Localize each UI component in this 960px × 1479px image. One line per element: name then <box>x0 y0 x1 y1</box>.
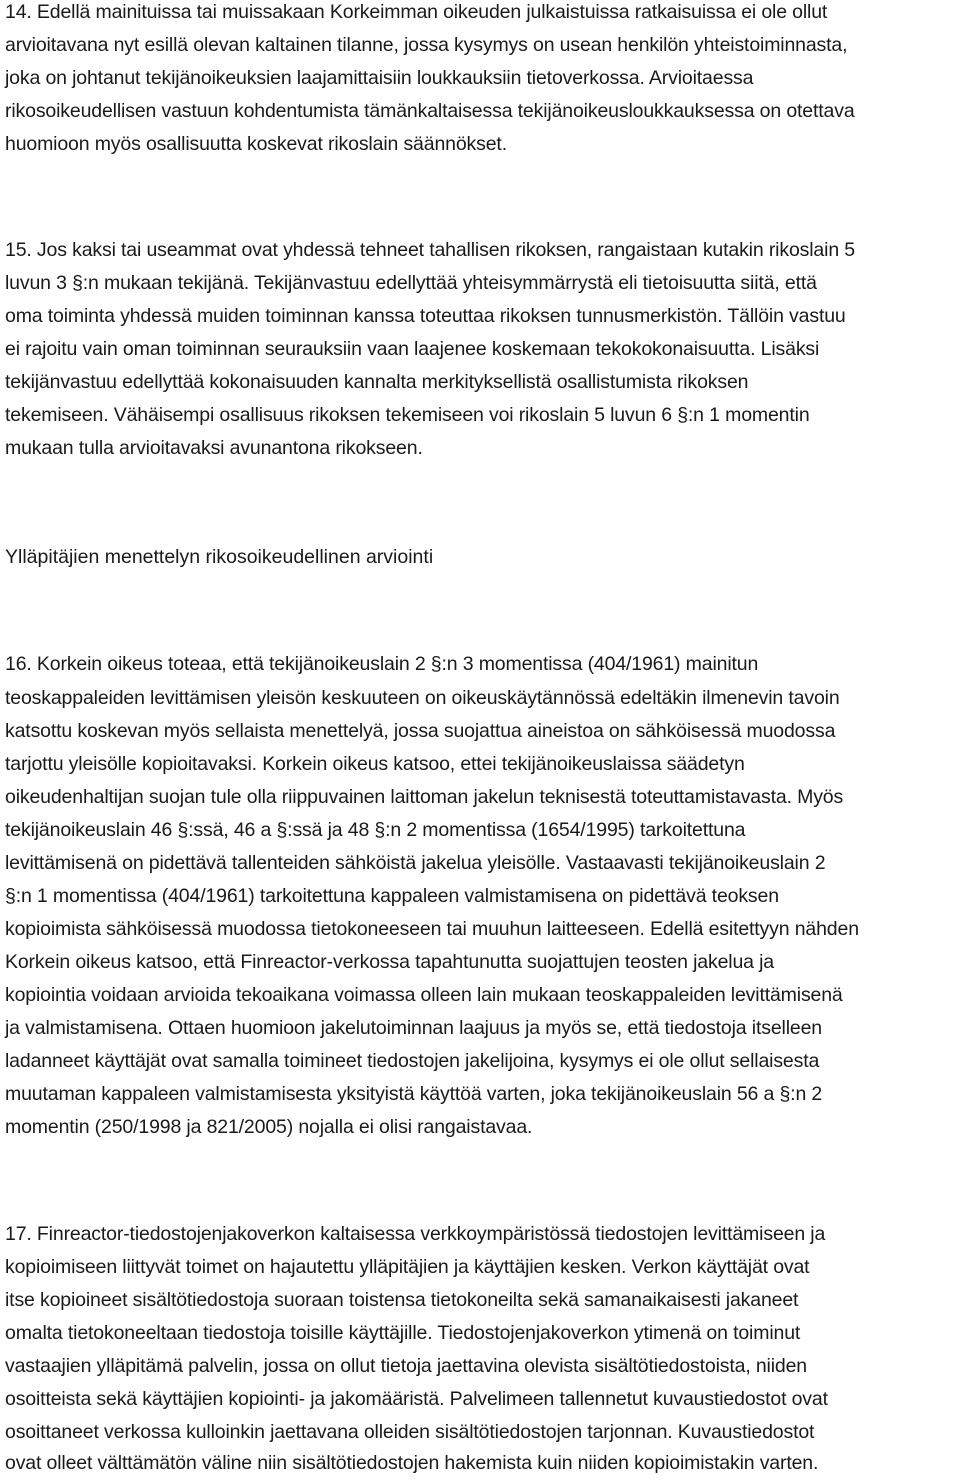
paragraph-line: arvioitavana nyt esillä olevan kaltainen tilanne, jossa kysymys on usean henkilön yhteistoiminnasta, <box>5 34 848 56</box>
paragraph-line: tarjottu yleisölle kopioitavaksi. Korkein oikeus katsoo, ettei tekijänoikeuslaissa säädetyn <box>5 753 745 775</box>
paragraph-line: huomioon myös osallisuutta koskevat rikoslain säännökset. <box>5 133 507 155</box>
paragraph-line: vastaajien ylläpitämä palvelin, jossa on ollut tietoja jaettavina olevista sisältötiedostoista, niiden <box>5 1355 808 1377</box>
paragraph-line: tekijänvastuu edellyttää kokonaisuuden kannalta merkityksellistä osallistumista rikoksen <box>5 371 749 393</box>
paragraph-line: kopiointia voidaan arvioida tekoaikana voimassa olleen lain mukaan teoskappaleiden levittämisenä <box>5 984 843 1006</box>
paragraph-line: luvun 3 §:n mukaan tekijänä. Tekijänvastuu edellyttää yhteisymmärrystä eli tietoisuutta siitä, että <box>5 272 817 294</box>
paragraph-line: kopioimista sähköisessä muodossa tietokoneeseen tai muuhun laitteeseen. Edellä esitettyyn nähden <box>5 918 859 940</box>
paragraph-line: 17. Finreactor-tiedostojenjakoverkon kaltaisessa verkkoympäristössä tiedostojen levittämiseen ja <box>5 1223 826 1245</box>
paragraph-line: osoittaneet verkossa kulloinkin jaettavana olleiden sisältötiedostojen tarjonnan. Kuvaustiedostot <box>5 1421 815 1443</box>
paragraph-line: ei rajoitu vain oman toiminnan seurauksiin vaan laajenee koskemaan tekokokonaisuutta. Lisäksi <box>5 338 820 360</box>
paragraph-line: rikosoikeudellisen vastuun kohdentumista tämänkaltaisessa tekijänoikeusloukkauksessa on otettava <box>5 100 855 122</box>
paragraph-line: levittämisenä on pidettävä tallenteiden sähköistä jakelua yleisölle. Vastaavasti tekijänoikeuslain 2 <box>5 852 826 874</box>
paragraph-line: tekemiseen. Vähäisempi osallisuus rikoksen tekemiseen voi rikoslain 5 luvun 6 §:n 1 momentin <box>5 404 810 426</box>
paragraph-line: 16. Korkein oikeus toteaa, että tekijänoikeuslain 2 §:n 3 momentissa (404/1961) mainitun <box>5 653 759 675</box>
paragraph-line: mukaan tulla arvioitavaksi avunantona rikokseen. <box>5 437 423 459</box>
section-heading: Ylläpitäjien menettelyn rikosoikeudellinen arviointi <box>5 546 434 568</box>
paragraph-line: oikeudenhaltijan suojan tule olla riippuvainen laittoman jakelun teknisestä toteuttamistavasta. Myös <box>5 786 844 808</box>
paragraph-line: muutaman kappaleen valmistamisesta yksityistä käyttöä varten, joka tekijänoikeuslain 56 a §:n 2 <box>5 1083 823 1105</box>
paragraph-line: 15. Jos kaksi tai useammat ovat yhdessä tehneet tahallisen rikoksen, rangaistaan kutakin rikoslain 5 <box>5 239 855 261</box>
paragraph-line: §:n 1 momentissa (404/1961) tarkoitettuna kappaleen valmistamisena on pidettävä teoksen <box>5 885 779 907</box>
paragraph-line: kopioimiseen liittyvät toimet on hajautettu ylläpitäjien ja käyttäjien kesken. Verkon käyttäjät ovat <box>5 1256 810 1278</box>
paragraph-line: ladanneet käyttäjät ovat samalla toimineet tiedostojen jakelijoina, kysymys ei ole ollut sellaisesta <box>5 1050 820 1072</box>
paragraph-line: 14. Edellä mainituissa tai muissakaan Korkeimman oikeuden julkaistuissa ratkaisuissa ei ole ollut <box>5 1 828 23</box>
paragraph-line: osoitteista sekä käyttäjien kopiointi- ja jakomääristä. Palvelimeen tallennetut kuvaustiedostot ovat <box>5 1388 828 1410</box>
paragraph-line: ja valmistamisena. Ottaen huomioon jakelutoiminnan laajuus ja myös se, että tiedostoja itselleen <box>5 1017 822 1039</box>
paragraph-line: teoskappaleiden levittämisen yleisön keskuuteen on oikeuskäytännössä edeltäkin ilmenevin tavoin <box>5 687 840 709</box>
paragraph-line: tekijänoikeuslain 46 §:ssä, 46 a §:ssä ja 48 §:n 2 momentissa (1654/1995) tarkoitettuna <box>5 819 746 841</box>
paragraph-line: ovat olleet välttämätön väline niin sisältötiedostojen hakemista kuin niiden kopioimistakin varten. <box>5 1452 819 1474</box>
paragraph-line: katsottu koskevan myös sellaista menettelyä, jossa suojattua aineistoa on sähköisessä muodossa <box>5 720 836 742</box>
paragraph-line: itse kopioineet sisältötiedostoja suoraan toistensa tietokoneilta sekä samanaikaisesti jakaneet <box>5 1289 799 1311</box>
paragraph-line: joka on johtanut tekijänoikeuksien laajamittaisiin loukkauksiin tietoverkossa. Arvioitaessa <box>5 67 754 89</box>
paragraph-line: omalta tietokoneeltaan tiedostoja toisille käyttäjille. Tiedostojenjakoverkon ytimenä on toiminut <box>5 1322 801 1344</box>
paragraph-line: oma toiminta yhdessä muiden toiminnan kanssa toteuttaa rikoksen tunnusmerkistön. Tällöin vastuu <box>5 305 846 327</box>
paragraph-line: momentin (250/1998 ja 821/2005) nojalla ei olisi rangaistavaa. <box>5 1116 533 1138</box>
paragraph-line: Korkein oikeus katsoo, että Finreactor-verkossa tapahtunutta suojattujen teosten jakelua ja <box>5 951 774 973</box>
